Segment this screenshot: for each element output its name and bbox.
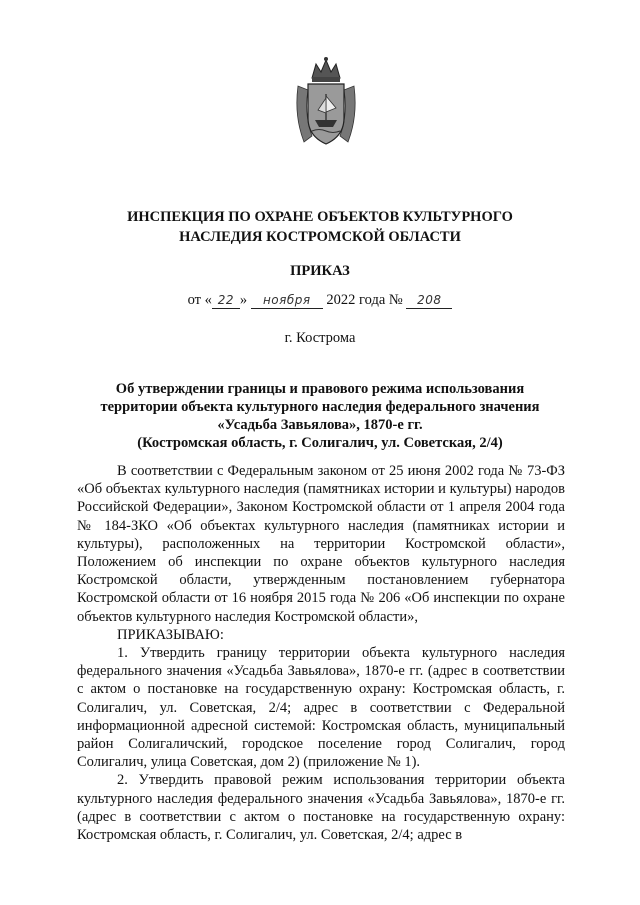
- handwritten-month: ноября: [251, 293, 323, 309]
- subject-line-4: (Костромская область, г. Солигалич, ул. Советская, 2/4): [137, 435, 503, 451]
- coat-of-arms-icon: [290, 56, 362, 152]
- order-prefix: от «: [187, 292, 212, 308]
- organization-name: [60, 207, 580, 247]
- subject-line-1: Об утверждении границы и правового режима использования: [115, 381, 525, 397]
- org-line-2: НАСЛЕДИЯ КОСТРОМСКОЙ ОБЛАСТИ: [179, 229, 461, 245]
- order-date-number-line: [60, 292, 580, 309]
- org-line-1: ИНСПЕКЦИЯ ПО ОХРАНЕ ОБЪЕКТОВ КУЛЬТУРНОГО: [127, 209, 513, 225]
- order-mid: »: [239, 292, 251, 308]
- document-body: [77, 462, 565, 844]
- subject-line-2: территории объекта культурного наследия федерального значения: [100, 399, 540, 415]
- preamble-paragraph: В соответствии с Федеральным законом от 25 июня 2002 года № 73-ФЗ «Об объектах культурного наследия (памятниках истории и культуры) народов Российской Федерации», Законом Костромской области от 1 апреля 2004 года № 184-ЗКО «Об объектах культурного наследия (памятниках истории и культуры), расположенных на территории Костромской области», Положением об инспекции по охране объектов культурного наследия Костромской области, утвержденным постановлением губернатора Костромской области от 16 ноября 2015 года № 206 «Об инспекции по охране объектов культурного наследия Костромской области»,: [77, 463, 565, 625]
- subject-line-3: «Усадьба Завьялова», 1870-е гг.: [217, 417, 423, 433]
- handwritten-day: 22: [212, 293, 240, 309]
- handwritten-order-number: 208: [406, 293, 452, 309]
- order-word: ПРИКАЗЫВАЮ:: [117, 626, 224, 643]
- document-type: ПРИКАЗ: [290, 263, 350, 279]
- order-item-1: 1. Утвердить границу территории объекта культурного наследия федерального значения «Усадьба Завьялова», 1870-е гг. (адрес в соответствии с актом о постановке на государственную охрану: Костромская область, г. Солигалич, ул. Советская, 2/4; адрес в соответствии с Федеральной информационной адресной системой: Костромская область, муниципальный район Солигаличский, городское поселение город Солигалич, город Солигалич, улица Советская, дом 2) (приложение № 1).: [77, 645, 565, 771]
- document-subject: [80, 380, 560, 452]
- order-year: 2022 года №: [322, 292, 407, 308]
- city: г. Кострома: [284, 330, 356, 346]
- order-item-2: 2. Утвердить правовой режим использования территории объекта культурного наследия федерального значения «Усадьба Завьялова», 1870-е гг. (адрес в соответствии с актом о постановке на государственную охрану: Костромская область, г. Солигалич, ул. Советская, 2/4; адрес в: [77, 772, 565, 844]
